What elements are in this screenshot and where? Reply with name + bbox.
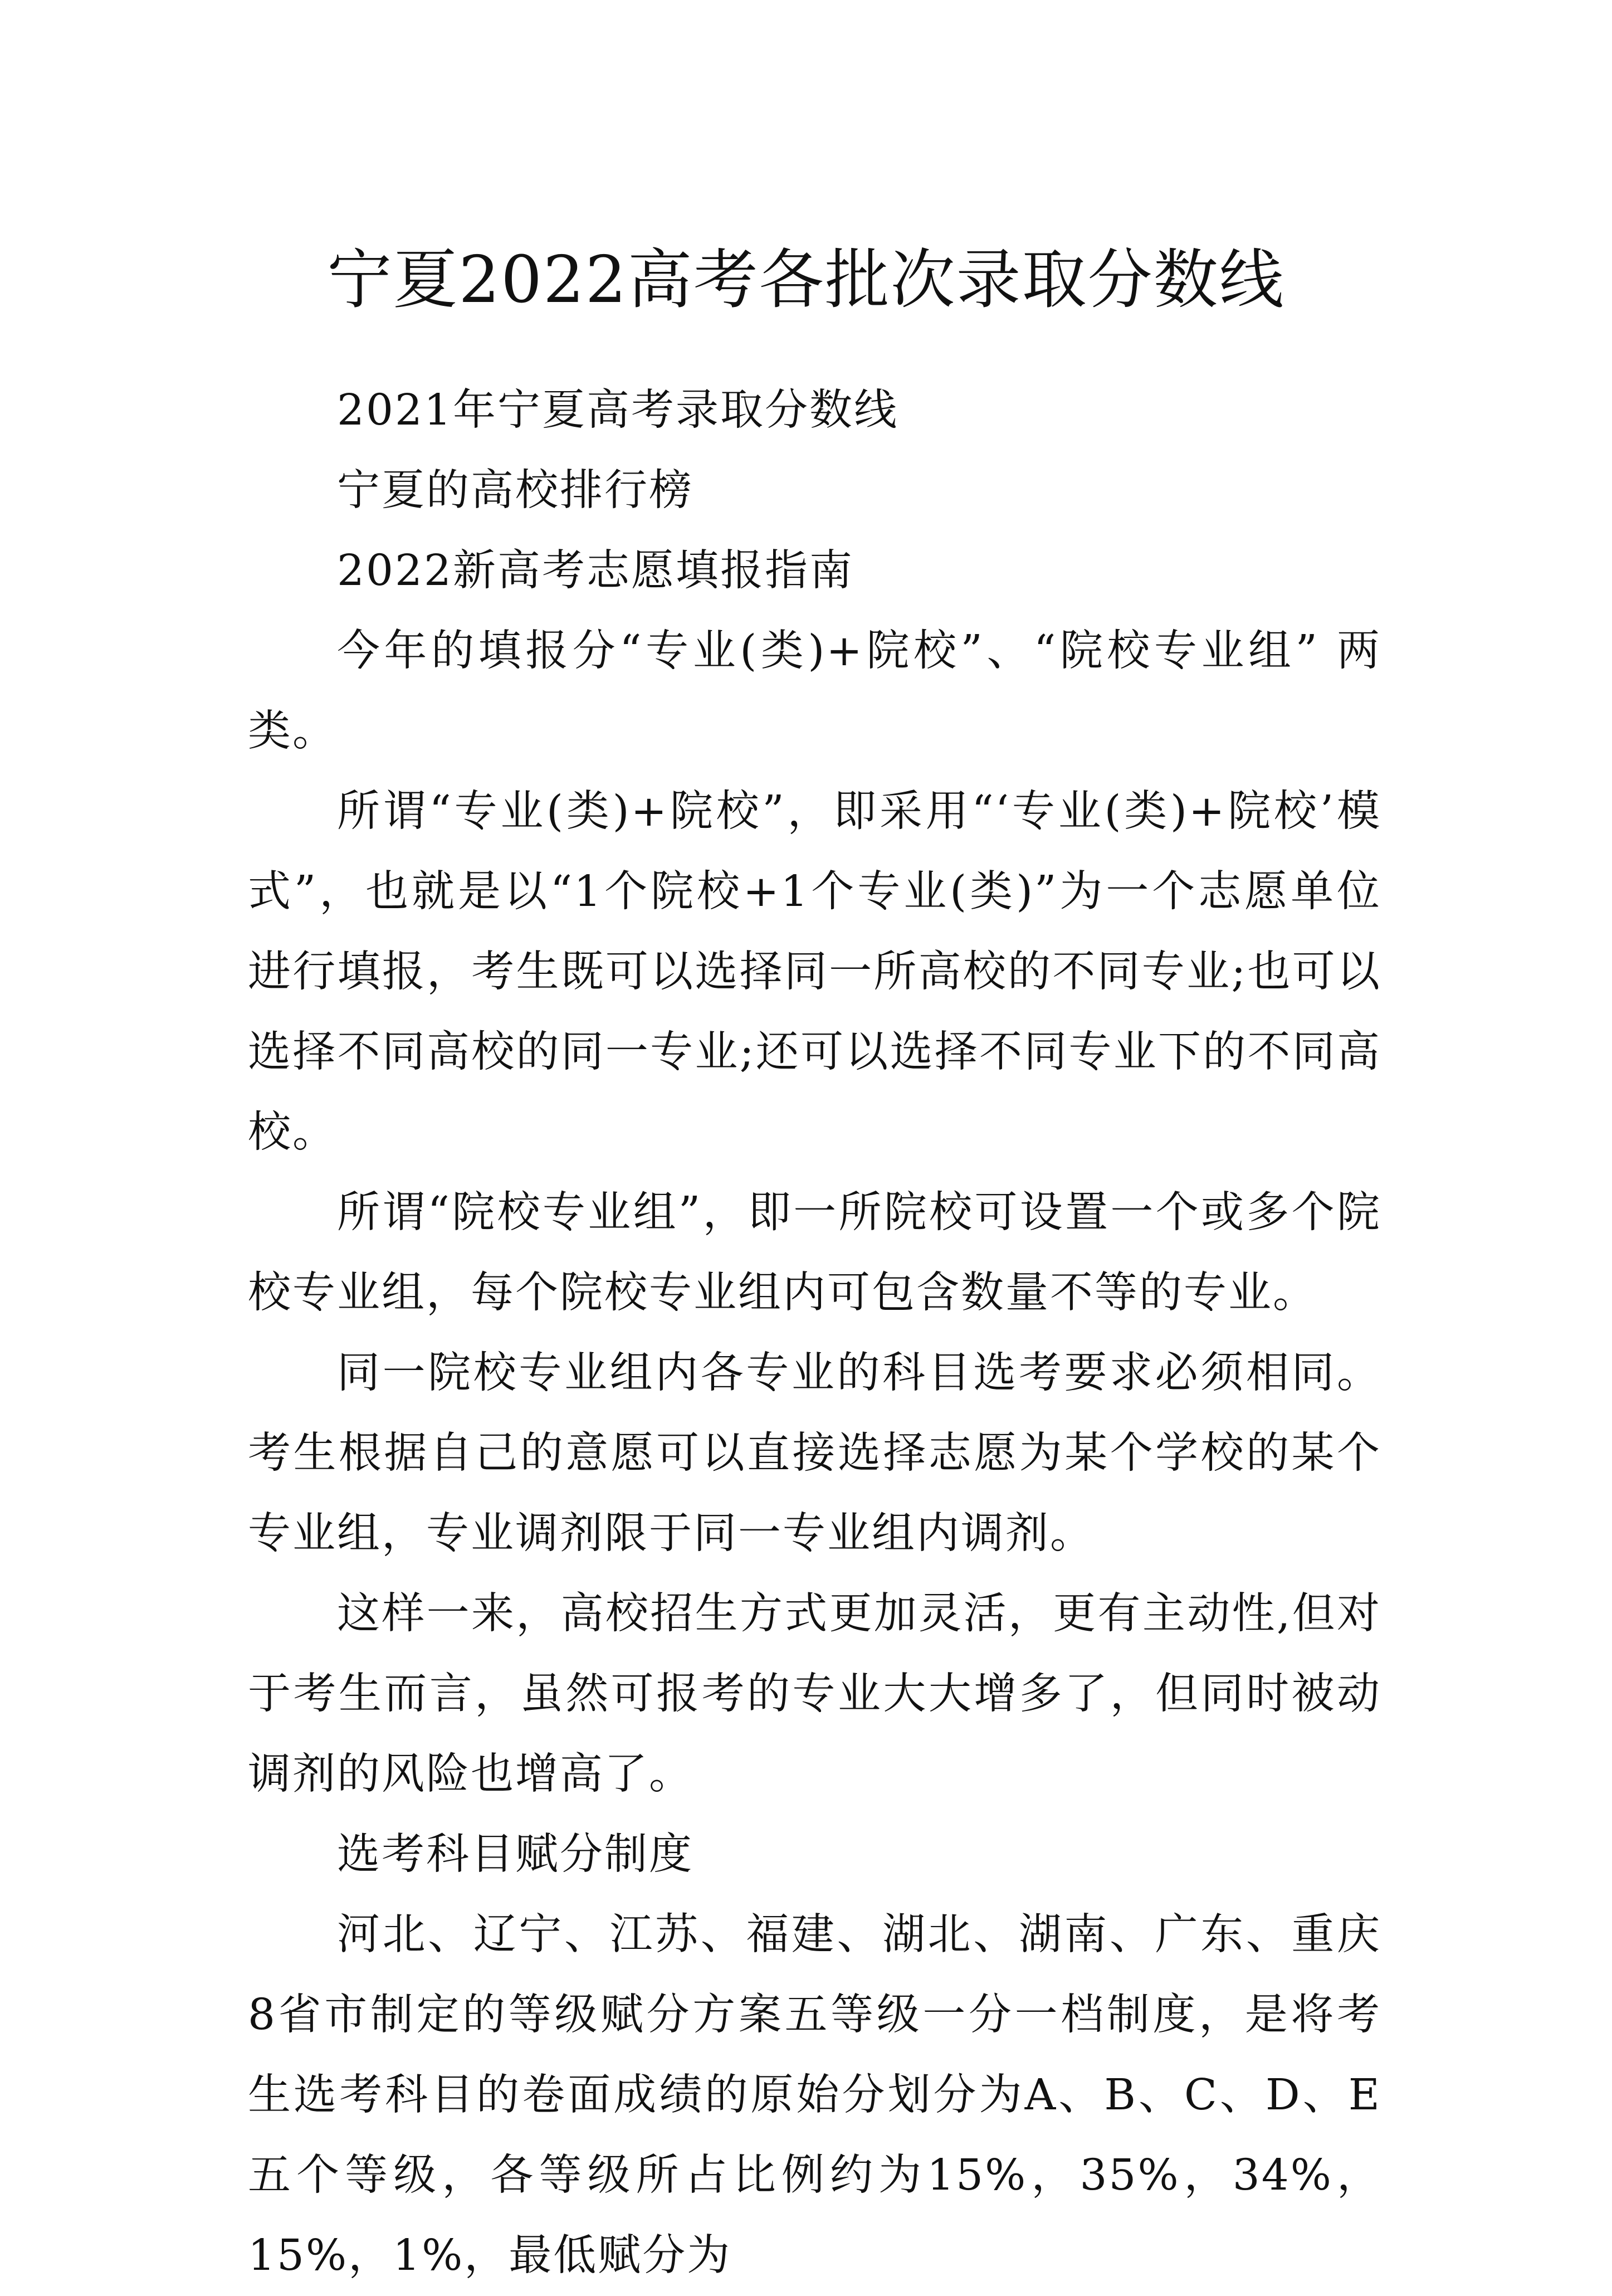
paragraph-school-major-group: 所谓“院校专业组”，即一所院校可设置一个或多个院校专业组，每个院校专业组内可包含数量不等的专业。 — [248, 1188, 1381, 1318]
paragraph-university-ranking: 宁夏的高校排行榜 — [337, 466, 693, 515]
paragraph-2021-scores: 2021年宁夏高考录取分数线 — [337, 386, 898, 435]
paragraph-major-plus-school: 所谓“专业(类)+院校”，即采用“‘专业(类)+院校’模式”，也就是以“1个院校+1个专业(类)”为一个志愿单位进行填报，考生既可以选择同一所高校的不同专业;也可以选择不同高校的同一专业;还可以选择不同专业下的不同高校。 — [248, 787, 1381, 1157]
paragraph-scoring-heading: 选考科目赋分制度 — [337, 1830, 693, 1879]
paragraph-two-types: 今年的填报分“专业(类)+院校”、“院校专业组” 两类。 — [248, 626, 1381, 756]
paragraph-subject-requirements: 同一院校专业组内各专业的科目选考要求必须相同。考生根据自己的意愿可以直接选择志愿为某个学校的某个专业组，专业调剂限于同一专业组内调剂。 — [248, 1348, 1381, 1558]
document-body — [248, 371, 1381, 2296]
document-title: 宁夏2022高考各批次录取分数线 — [327, 242, 1285, 318]
paragraph-scoring-system: 河北、辽宁、江苏、福建、湖北、湖南、广东、重庆8省市制定的等级赋分方案五等级一分一档制度，是将考生选考科目的卷面成绩的原始分划分为A、B、C、D、E五个等级，各等级所占比例约为15%，35%，34%，15%，1%，最低赋分为 — [248, 1910, 1381, 2280]
paragraph-flexibility-risk: 这样一来，高校招生方式更加灵活，更有主动性,但对于考生而言，虽然可报考的专业大大增多了，但同时被动调剂的风险也增高了。 — [248, 1589, 1381, 1799]
paragraph-2022-guide: 2022新高考志愿填报指南 — [337, 546, 854, 596]
